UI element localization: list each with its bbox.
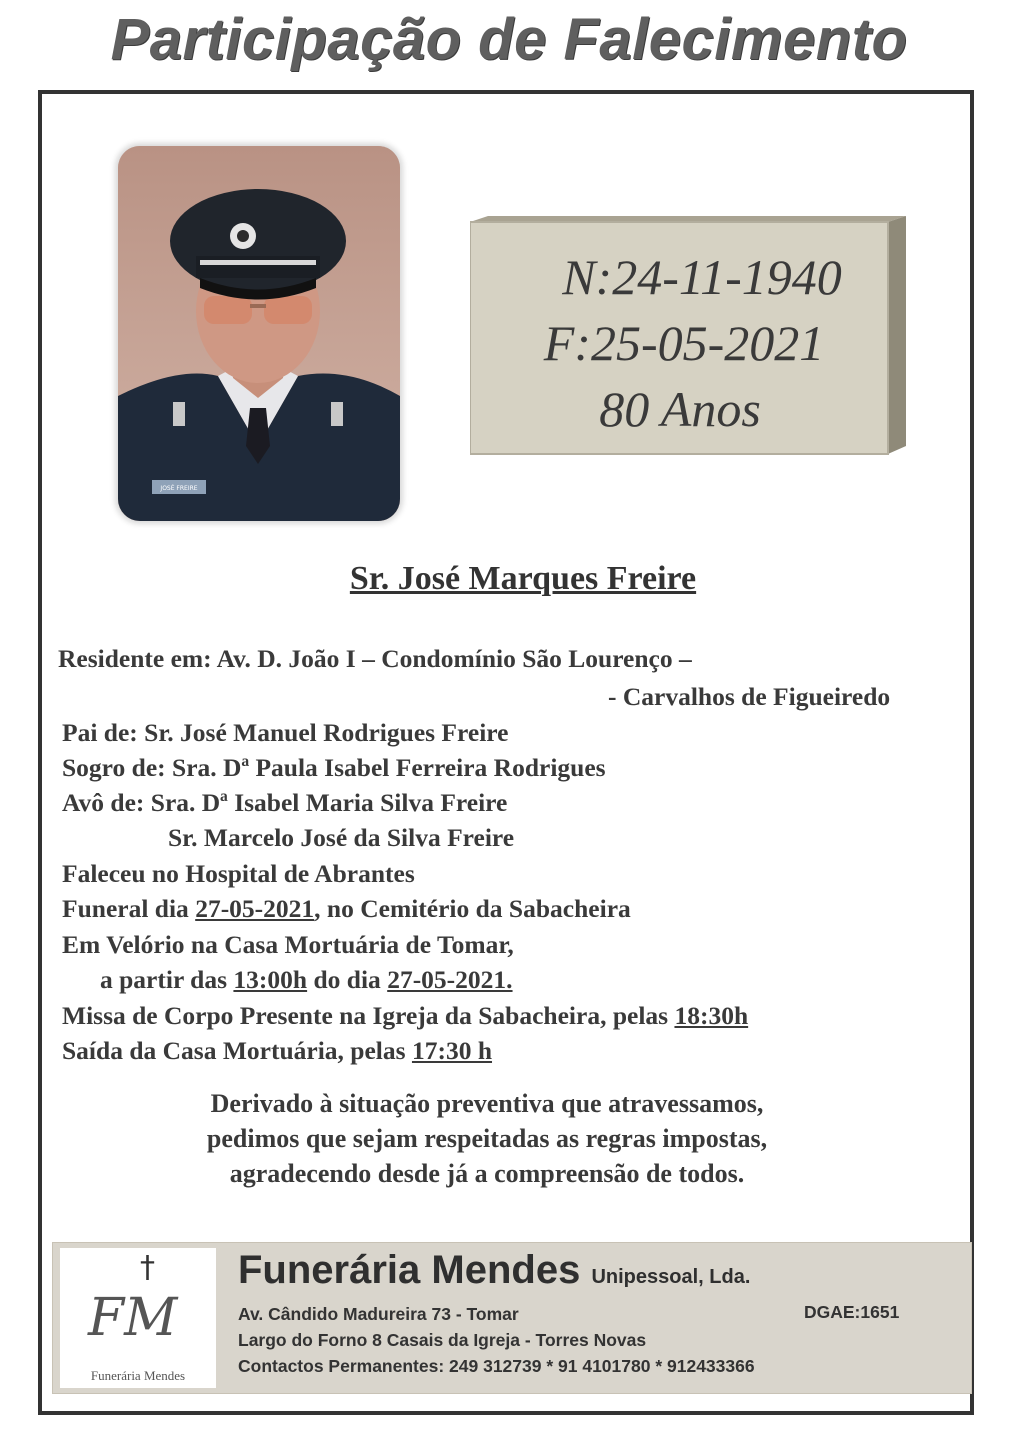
notice-line: Derivado à situação preventiva que atravessamos,	[210, 1089, 764, 1118]
company-suffix: Unipessoal, Lda.	[591, 1266, 751, 1288]
dgae-number: DGAE:1651	[804, 1302, 900, 1322]
wake-line: Em Velório na Casa Mortuária de Tomar,	[62, 930, 514, 959]
departure-prefix: Saída da Casa Mortuária, pelas	[62, 1036, 412, 1065]
dates-block	[470, 244, 906, 442]
residence-line: Residente em: Av. D. João I – Condomínio São Lourenço –	[58, 644, 692, 673]
company-title: Funerária Mendes	[238, 1248, 581, 1292]
wake-from-prefix: a partir das	[100, 965, 234, 994]
father-of: Pai de: Sr. José Manuel Rodrigues Freire	[62, 718, 509, 747]
wake-time: 13:00h	[233, 965, 308, 994]
departure-line	[62, 1036, 492, 1066]
mass-time: 18:30h	[674, 1001, 749, 1030]
mass-prefix: Missa de Corpo Presente na Igreja da Sabacheira, pelas	[62, 1001, 675, 1030]
grandfather-of-2: Sr. Marcelo José da Silva Freire	[168, 823, 515, 852]
logo-monogram: FM	[88, 1288, 178, 1348]
father-in-law-of: Sogro de: Sra. Dª Paula Isabel Ferreira Rodrigues	[62, 753, 606, 782]
funeral-suffix: , no Cemitério da Sabacheira	[314, 894, 631, 923]
departure-time: 17:30 h	[411, 1036, 493, 1065]
mass-line	[62, 1001, 748, 1031]
address-torres-novas: Largo do Forno 8 Casais da Igreja - Torres Novas	[238, 1330, 647, 1350]
company-name	[238, 1248, 750, 1293]
death-date: F:25-05-2021	[543, 315, 825, 371]
portrait-illustration	[118, 146, 400, 521]
notice-line: agradecendo desde já a compreensão de todos.	[229, 1159, 745, 1188]
cross-icon: †	[140, 1250, 155, 1285]
logo-name: Funerária Mendes	[90, 1368, 186, 1383]
funeral-date: 27-05-2021	[195, 894, 315, 923]
funeral-home-footer	[52, 1242, 972, 1394]
birth-date: N:24-11-1940	[562, 249, 842, 305]
grandfather-of: Avô de: Sra. Dª Isabel Maria Silva Freire	[62, 788, 508, 817]
notice-line: pedimos que sejam respeitadas as regras impostas,	[206, 1124, 768, 1153]
died-at: Faleceu no Hospital de Abrantes	[62, 859, 415, 888]
page-title: Participação de Falecimento	[110, 7, 908, 72]
wake-from-line	[100, 965, 513, 995]
funeral-home-logo	[60, 1248, 216, 1388]
wake-from-middle: do dia	[307, 965, 388, 994]
residence-line-2: - Carvalhos de Figueiredo	[608, 682, 891, 711]
funeral-prefix: Funeral dia	[62, 894, 196, 923]
name-badge: JOSÉ FREIRE	[160, 485, 198, 492]
age: 80 Anos	[599, 381, 761, 437]
notice-text	[0, 1086, 974, 1191]
wake-date: 27-05-2021.	[387, 965, 513, 994]
portrait-photo	[118, 146, 400, 521]
contacts: Contactos Permanentes: 249 312739 * 91 4101780 * 912433366	[238, 1356, 755, 1376]
address-tomar: Av. Cândido Madureira 73 - Tomar	[238, 1304, 519, 1324]
deceased-name: Sr. José Marques Freire	[349, 560, 697, 597]
funeral-line	[62, 894, 631, 924]
